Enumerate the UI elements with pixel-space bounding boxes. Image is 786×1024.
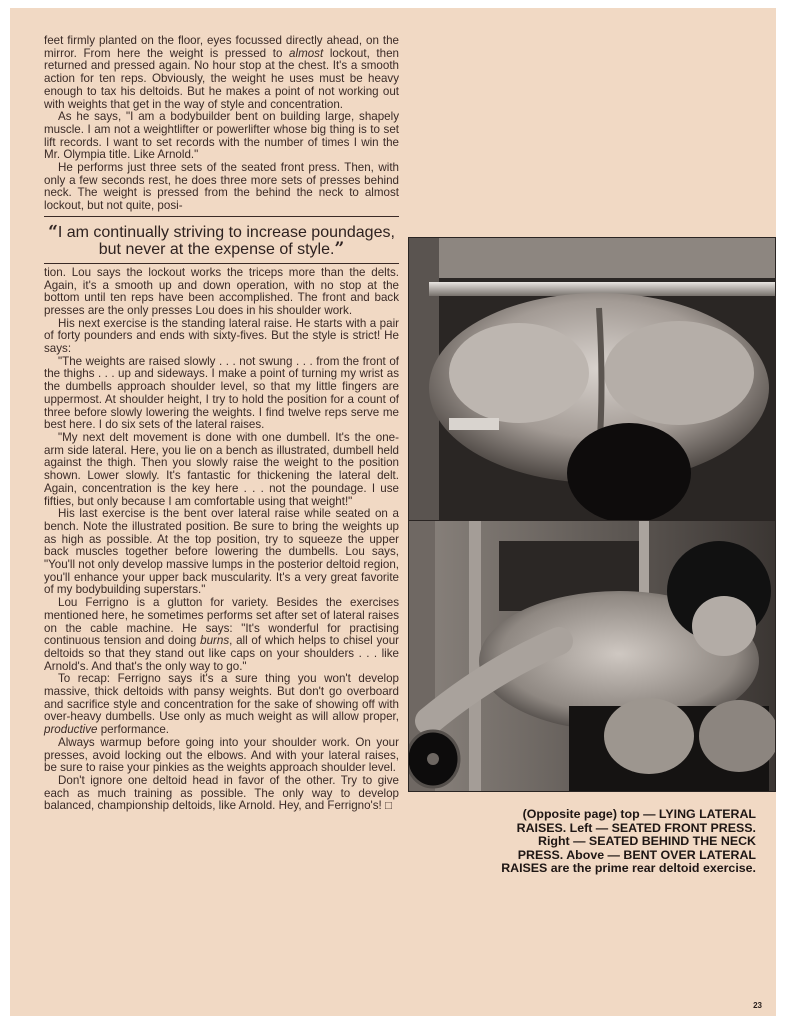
photo-barbell-back-image: [409, 238, 775, 520]
open-quote-mark: “: [48, 221, 58, 242]
article-paragraph: To recap: Ferrigno says it's a sure thing you won't develop massive, thick deltoids with pansy weights. But don't go overboard and sacrifice style and concentration for the sake of showing off with over-heavy dumbells. Use only as much weight as will allow proper, productive performance.: [44, 672, 399, 737]
article-paragraph: He performs just three sets of the seated front press. Then, with only a few seconds rest, he does three more sets of presses behind neck. The weight is pressed from the behind the neck to almost lockout, but not quite, posi-: [44, 161, 399, 213]
pull-quote: [44, 216, 399, 264]
article-paragraph: Always warmup before going into your shoulder work. On your presses, avoid locking out the elbows. And with your lateral raises, be sure to raise your pinkies as the weights approach shoulder level.: [44, 735, 399, 775]
close-quote-mark: ”: [334, 238, 345, 259]
magazine-page: [10, 8, 776, 1016]
page-number: 23: [753, 1001, 762, 1010]
article-paragraph: "The weights are raised slowly . . . not swung . . . from the front of the thighs . . . up and sideways. I make a point of turning my wrist as the dumbells approach shoulder level, so that my little fingers are uppermost. At shoulder height, I try to hold the position for a count of three before slowly lowering the weights. I find twelve reps serve me best here. I do six sets of the lateral raises.: [44, 354, 399, 432]
article-paragraph: tion. Lou says the lockout works the triceps more than the delts. Again, it's a smooth up and down operation, with no stop at the bottom until ten reps have been accomplished. The front and back presses are the only presses Lou does in his shoulder work.: [44, 265, 399, 317]
photo-bent-over-lateral-raise: [408, 520, 776, 792]
photo-barbell-back: [408, 237, 776, 521]
article-paragraph: feet firmly planted on the floor, eyes focussed directly ahead, on the mirror. From here the weight is pressed to almost lockout, then returned and pressed again. No hour stop at the chest. It's a smooth action for ten reps. Obviously, the weight he uses must be heavy enough to tax his deltoids. But he makes a point of not working out with weights that get in the way of style and concentration.: [44, 34, 399, 111]
article-column: [44, 35, 399, 813]
article-paragraph: As he says, "I am a bodybuilder bent on building large, shapely muscle. I am not a weightlifter or powerlifter whose big thing is to set lift records. I want to set records with the number of times I win the Mr. Olympia title. Like Arnold.": [44, 110, 399, 162]
pull-quote-text: I am continually striving to increase poundages, but never at the expense of style.: [57, 223, 395, 258]
photo-bent-over-lateral-raise-image: [409, 521, 775, 791]
article-paragraph: Don't ignore one deltoid head in favor of the other. Try to give each as much training as possible. The only way to develop balanced, championship deltoids, like Arnold. Hey, and Ferrigno's! □: [44, 773, 399, 813]
article-paragraph: "My next delt movement is done with one dumbell. It's the one-arm side lateral. Here, you lie on a bench as illustrated, dumbell held against the thigh. Then you slowly raise the weight to the position shown. Lower slowly. It's fantastic for thickening the lateral delt. Again, concentration is the key here . . . not the poundage. I use fifties, but only because I am comfortable using that weight!": [44, 430, 399, 508]
photo-caption: (Opposite page) top — LYING LATERAL RAISES. Left — SEATED FRONT PRESS. Right — SEATED BEHIND THE NECK PRESS. Above — BENT OVER LATERAL RAISES are the prime rear deltoid exercise.: [501, 807, 756, 876]
article-paragraph: Lou Ferrigno is a glutton for variety. Besides the exercises mentioned here, he sometimes performs set after set of lateral raises on the cable machine. He says: "It's wonderful for practising continuous tension and doing burns, all of which helps to chisel your deltoids so that they stand out like caps on your shoulders . . . like Arnold's. And that's the only way to go.": [44, 596, 399, 673]
article-paragraph: His last exercise is the bent over lateral raise while seated on a bench. Note the illustrated position. Be sure to bring the weights up as high as possible. At the top position, try to squeeze the upper back muscles together before lowering the dumbells. Lou says, "You'll not only develop massive lumps in the posterior deltoid region, you'll enhance your upper back muscularity. It's a very great favorite of my bodybuilding superstars.": [44, 507, 399, 597]
article-paragraph: His next exercise is the standing lateral raise. He starts with a pair of forty pounders and ends with sixty-fives. But the style is strict! He says:: [44, 316, 399, 356]
